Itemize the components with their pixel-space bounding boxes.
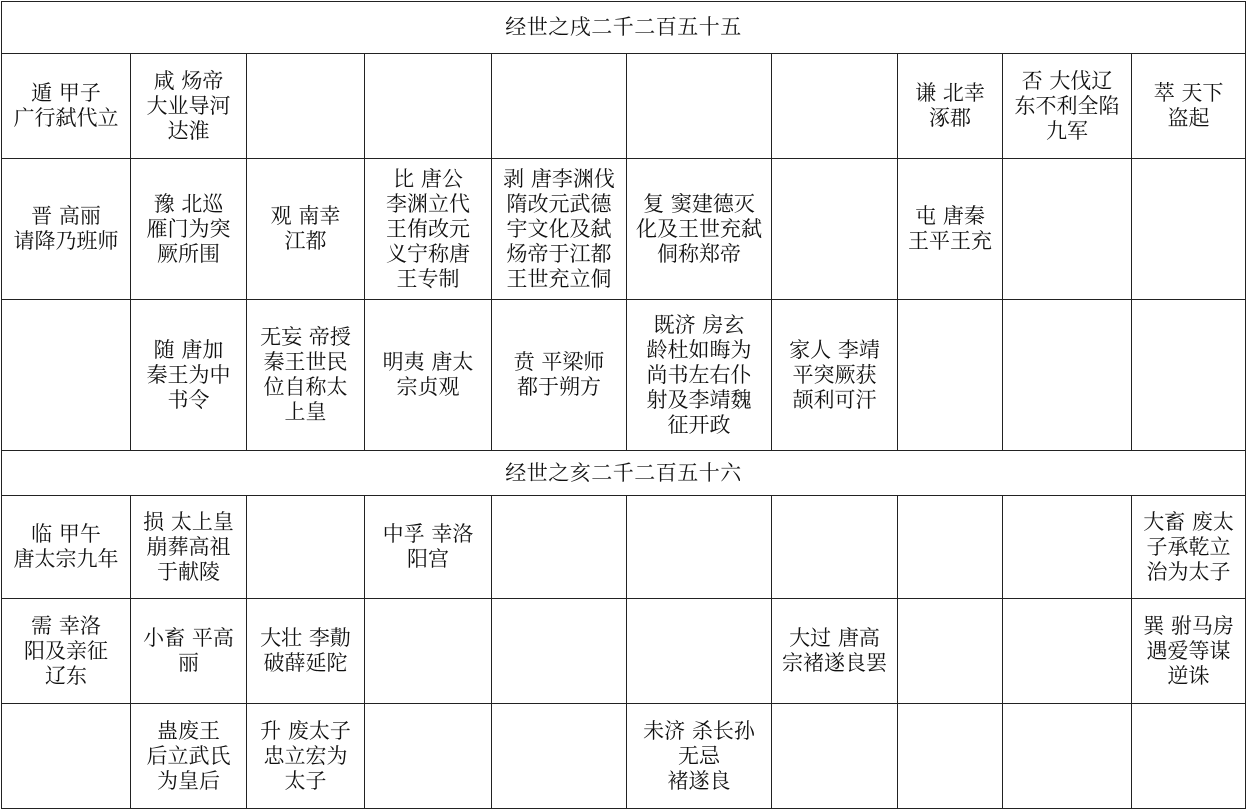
section-1-header-row (2, 2, 1246, 54)
table-cell: 贲 平梁师 都于朔方 (492, 300, 627, 451)
section-1-row-3 (2, 300, 1246, 451)
table-cell: 复 窦建德灭 化及王世充弑 侗称郑帝 (627, 159, 772, 300)
table-cell (772, 54, 898, 159)
table-cell (898, 599, 1003, 704)
section-2-row-2 (2, 599, 1246, 704)
table-cell: 大壮 李勣 破薛延陀 (247, 599, 365, 704)
table-cell: 屯 唐秦 王平王充 (898, 159, 1003, 300)
table-cell: 萃 天下 盗起 (1132, 54, 1246, 159)
table-cell (898, 496, 1003, 599)
section-2-header-row (2, 451, 1246, 496)
table-cell (1003, 300, 1132, 451)
chronology-table (1, 1, 1246, 809)
table-cell: 剥 唐李渊伐 隋改元武德 宇文化及弑 炀帝于江都 王世充立侗 (492, 159, 627, 300)
table-cell (247, 54, 365, 159)
table-cell (492, 599, 627, 704)
table-cell (247, 496, 365, 599)
table-cell (772, 496, 898, 599)
table-cell: 遁 甲子 广行弑代立 (2, 54, 131, 159)
table-cell: 临 甲午 唐太宗九年 (2, 496, 131, 599)
table-cell: 比 唐公 李渊立代 王侑改元 义宁称唐 王专制 (365, 159, 492, 300)
table-cell (772, 159, 898, 300)
table-cell (1003, 496, 1132, 599)
table-cell (1003, 599, 1132, 704)
table-cell: 家人 李靖 平突厥获 颉利可汗 (772, 300, 898, 451)
table-cell: 升 废太子 忠立宏为 太子 (247, 704, 365, 809)
table-cell: 中孚 幸洛 阳宫 (365, 496, 492, 599)
table-cell (2, 704, 131, 809)
table-cell: 观 南幸 江都 (247, 159, 365, 300)
table-cell: 晋 高丽 请降乃班师 (2, 159, 131, 300)
table-cell (627, 54, 772, 159)
table-cell (2, 300, 131, 451)
table-cell: 未济 杀长孙 无忌 褚遂良 (627, 704, 772, 809)
table-cell: 随 唐加 秦王为中 书令 (131, 300, 247, 451)
table-cell: 大过 唐高 宗褚遂良罢 (772, 599, 898, 704)
table-cell: 需 幸洛 阳及亲征 辽东 (2, 599, 131, 704)
table-cell (1003, 704, 1132, 809)
table-cell (492, 704, 627, 809)
table-cell: 无妄 帝授 秦王世民 位自称太 上皇 (247, 300, 365, 451)
table-cell (492, 54, 627, 159)
table-cell: 损 太上皇 崩葬高祖 于献陵 (131, 496, 247, 599)
table-cell (365, 704, 492, 809)
table-cell: 咸 炀帝 大业导河 达淮 (131, 54, 247, 159)
table-cell: 谦 北幸 涿郡 (898, 54, 1003, 159)
table-cell: 蛊废王 后立武氏 为皇后 (131, 704, 247, 809)
section-1-row-2 (2, 159, 1246, 300)
table-cell (627, 496, 772, 599)
table-cell (627, 599, 772, 704)
table-cell: 否 大伐辽 东不利全陷 九军 (1003, 54, 1132, 159)
table-cell (898, 704, 1003, 809)
table-cell (1132, 159, 1246, 300)
table-cell: 既济 房玄 龄杜如晦为 尚书左右仆 射及李靖魏 征开政 (627, 300, 772, 451)
table-cell: 巽 驸马房 遇爱等谋 逆诛 (1132, 599, 1246, 704)
table-cell (365, 54, 492, 159)
table-cell (1132, 300, 1246, 451)
table-cell: 豫 北巡 雁门为突 厥所围 (131, 159, 247, 300)
section-2-row-3 (2, 704, 1246, 809)
table-body (2, 2, 1246, 809)
section-2-row-1 (2, 496, 1246, 599)
table-cell (772, 704, 898, 809)
table-cell (1003, 159, 1132, 300)
section-1-title: 经世之戌二千二百五十五 (2, 2, 1246, 54)
section-2-title: 经世之亥二千二百五十六 (2, 451, 1246, 496)
table-cell (492, 496, 627, 599)
table-cell: 明夷 唐太 宗贞观 (365, 300, 492, 451)
table-cell (898, 300, 1003, 451)
table-cell: 小畜 平高 丽 (131, 599, 247, 704)
table-cell (365, 599, 492, 704)
section-1-row-1 (2, 54, 1246, 159)
table-cell (1132, 704, 1246, 809)
table-cell: 大畜 废太 子承乾立 治为太子 (1132, 496, 1246, 599)
